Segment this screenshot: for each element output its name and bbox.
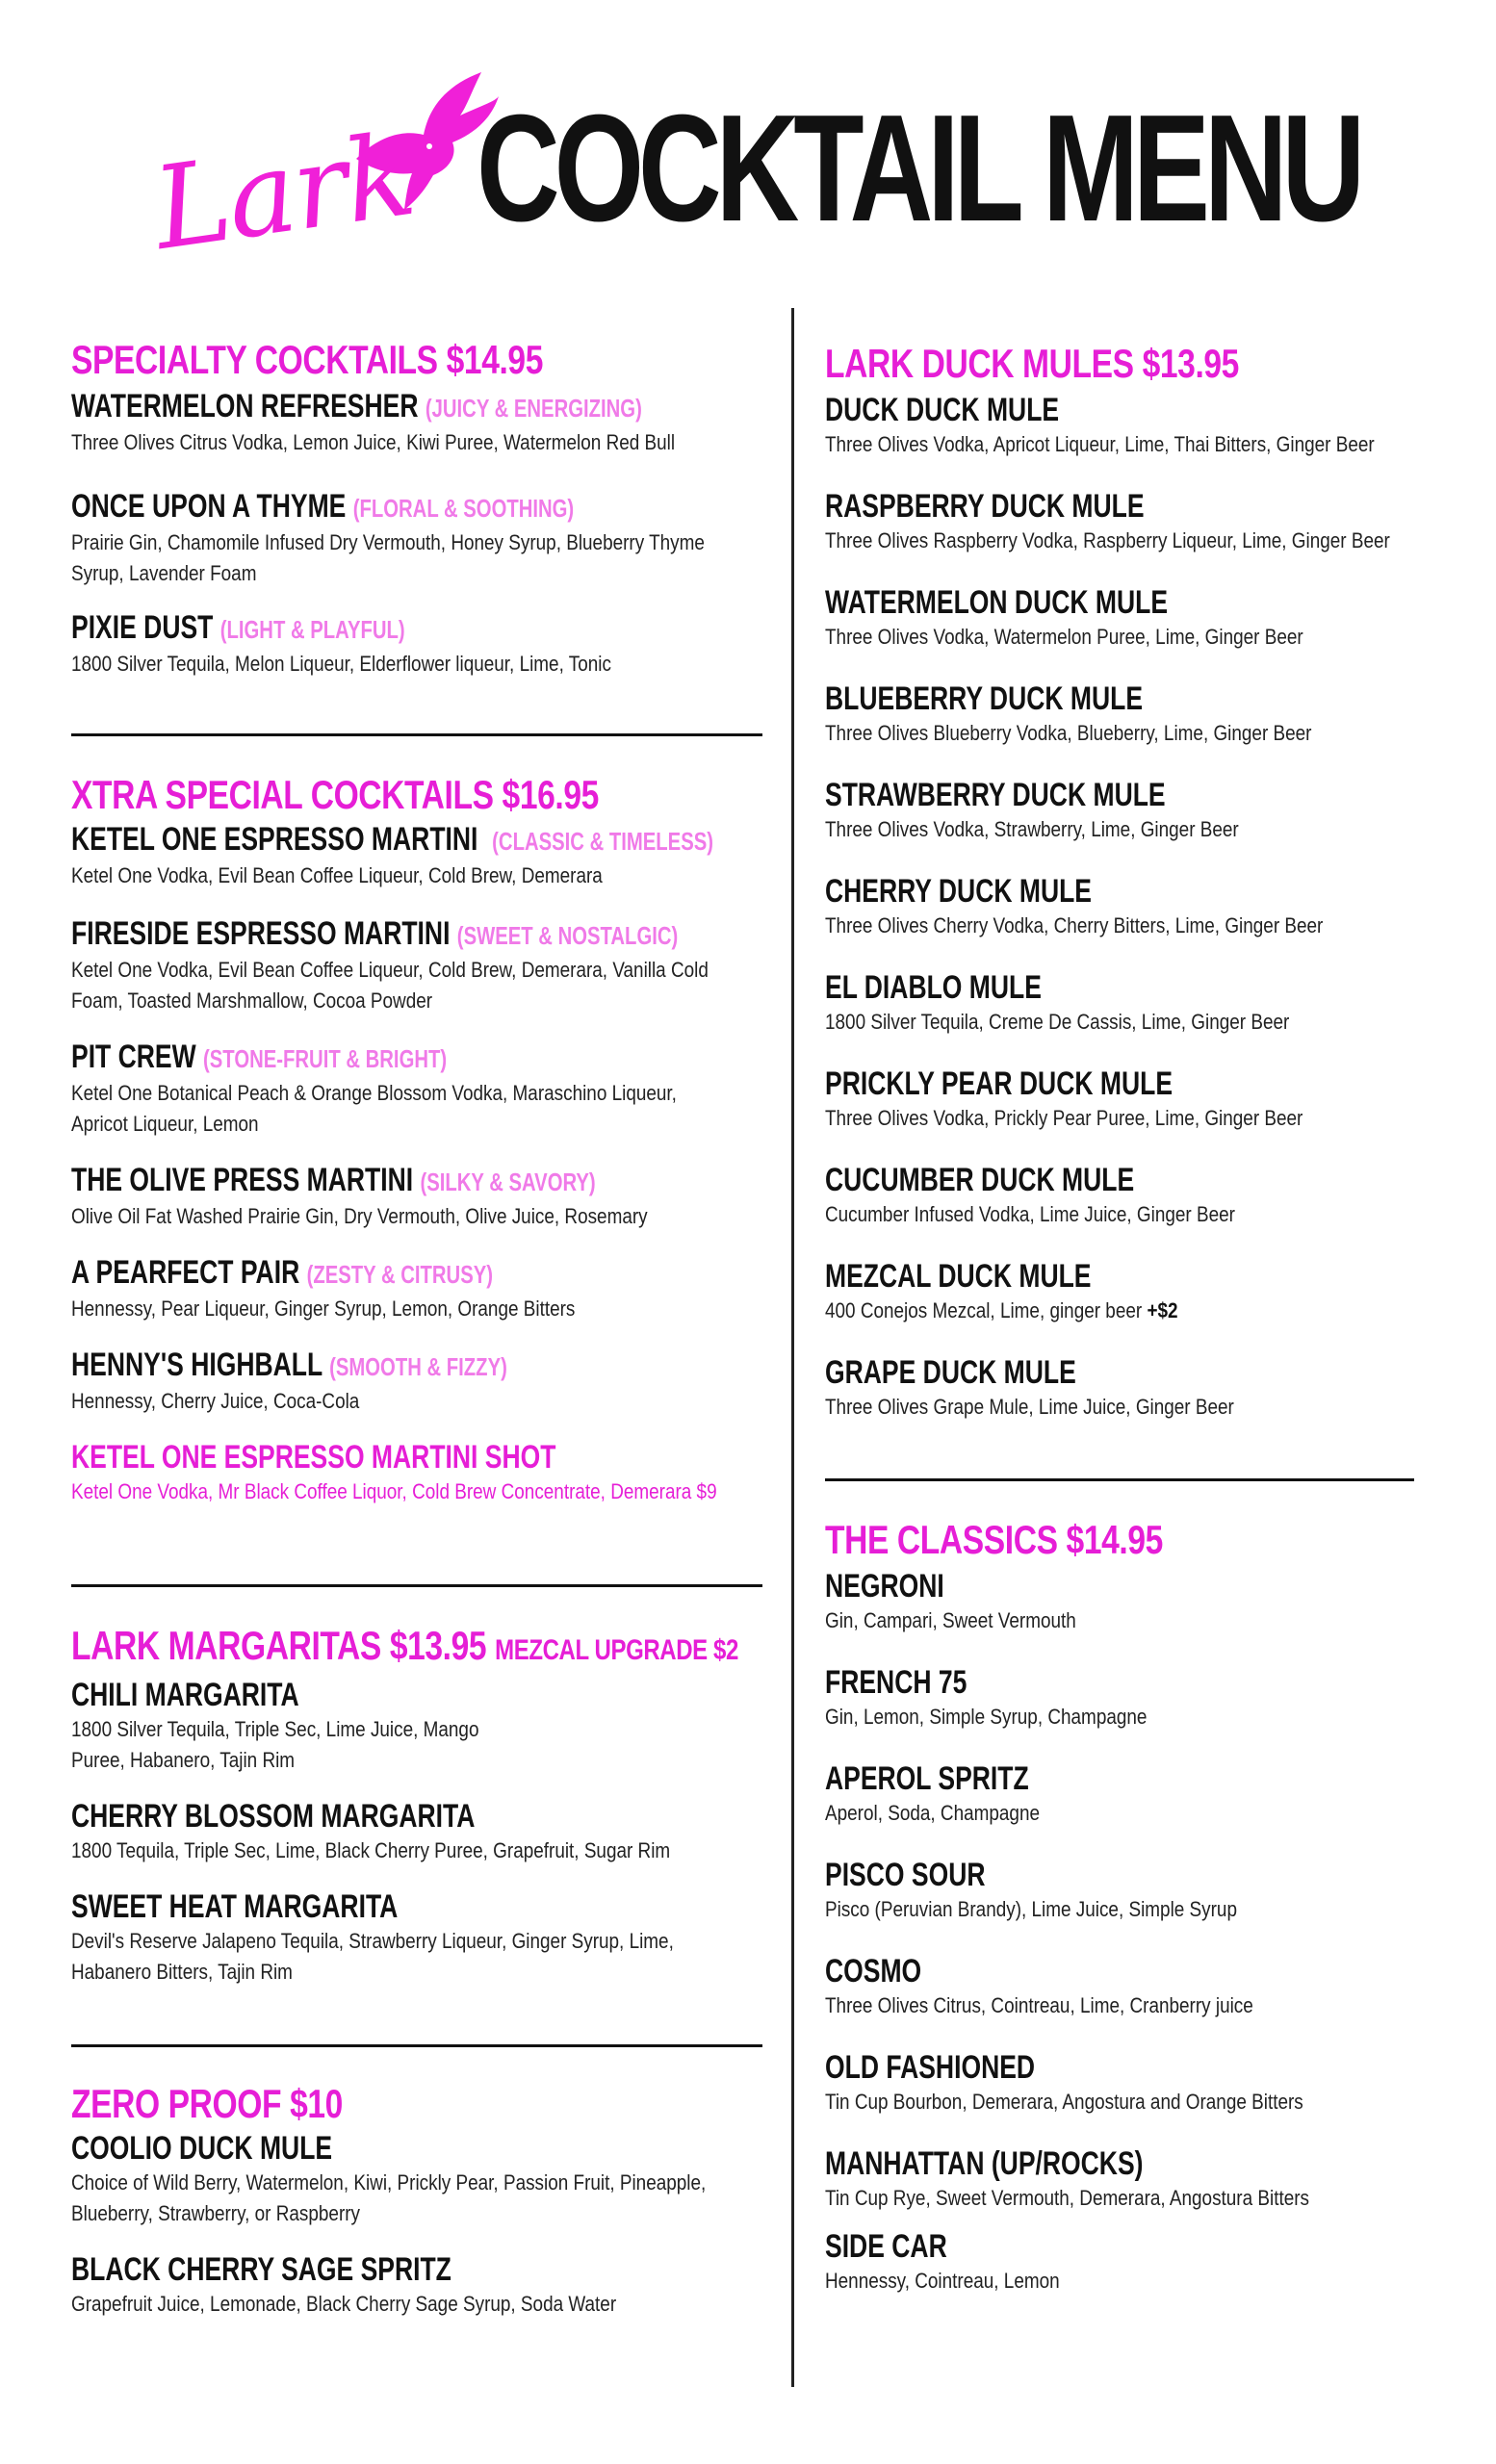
item-name: CHERRY BLOSSOM MARGARITA [71, 1798, 476, 1835]
item-description: Devil's Reserve Jalapeno Tequila, Strawberry Liqueur, Ginger Syrup, Lime, Habanero Bitters, Tajin Rim [71, 1929, 674, 1984]
item-name: APEROL SPRITZ [825, 1760, 1029, 1797]
item-name: PIT CREW [71, 1039, 196, 1075]
item-description: Hennessy, Cointreau, Lemon [825, 2269, 1060, 2293]
item-description: Tin Cup Bourbon, Demerara, Angostura and Orange Bitters [825, 2090, 1303, 2114]
item-tag: (SMOOTH & FIZZY) [329, 1352, 507, 1381]
section-title: LARK MARGARITAS $13.95 [71, 1623, 487, 1668]
item-name: BLACK CHERRY SAGE SPRITZ [71, 2251, 451, 2288]
item-description: Three Olives Cherry Vodka, Cherry Bitters, Lime, Ginger Beer [825, 913, 1324, 937]
section-classics [825, 1517, 1422, 2297]
item-name: CUCUMBER DUCK MULE [825, 1162, 1135, 1198]
menu-item [71, 1887, 764, 1988]
item-tag: (JUICY & ENERGIZING) [425, 394, 642, 423]
item-name: ONCE UPON A THYME [71, 488, 347, 525]
menu-item [825, 776, 1422, 845]
item-name: BLUEBERRY DUCK MULE [825, 680, 1144, 717]
section-xtra-special [71, 772, 764, 1507]
menu-item [825, 1952, 1422, 2021]
column-divider [791, 308, 794, 2387]
menu-item [825, 680, 1422, 749]
item-name: CHERRY DUCK MULE [825, 873, 1092, 910]
menu-item [825, 2227, 1422, 2297]
menu-item [825, 1856, 1422, 1925]
section-divider [825, 1478, 1414, 1481]
item-tag: (ZESTY & CITRUSY) [306, 1260, 494, 1289]
menu-item [825, 1353, 1422, 1423]
menu-item [71, 1346, 764, 1417]
item-name: A PEARFECT PAIR [71, 1254, 300, 1291]
item-name: EL DIABLO MULE [825, 969, 1042, 1006]
item-description: 1800 Silver Tequila, Triple Sec, Lime Juice, Mango Puree, Habanero, Tajin Rim [71, 1717, 479, 1772]
item-name: KETEL ONE ESPRESSO MARTINI [71, 821, 478, 858]
item-description: Aperol, Soda, Champagne [825, 1801, 1040, 1825]
item-description: Cucumber Infused Vodka, Lime Juice, Ginger Beer [825, 1202, 1235, 1226]
menu-item [825, 1257, 1422, 1326]
menu-item [71, 1038, 764, 1140]
item-description: Ketel One Vodka, Evil Bean Coffee Liqueur, Cold Brew, Demerara [71, 863, 603, 887]
item-tag: (CLASSIC & TIMELESS) [492, 827, 714, 856]
item-name: WATERMELON REFRESHER [71, 388, 419, 424]
item-description: Tin Cup Rye, Sweet Vermouth, Demerara, Angostura Bitters [825, 2186, 1310, 2210]
section-title: THE CLASSICS $14.95 [825, 1517, 1163, 1562]
item-description: Three Olives Vodka, Watermelon Puree, Lime, Ginger Beer [825, 625, 1303, 649]
menu-item [71, 820, 764, 891]
menu-item [71, 387, 764, 458]
item-description: Gin, Lemon, Simple Syrup, Champagne [825, 1705, 1148, 1729]
section-title: XTRA SPECIAL COCKTAILS $16.95 [71, 772, 599, 817]
menu-item [825, 583, 1422, 653]
item-name: SWEET HEAT MARGARITA [71, 1888, 399, 1925]
menu-header [0, 0, 1496, 308]
section-divider [71, 2044, 762, 2047]
item-description: Three Olives Vodka, Apricot Liqueur, Lime, Thai Bitters, Ginger Beer [825, 432, 1375, 456]
item-name: MANHATTAN (UP/ROCKS) [825, 2145, 1144, 2182]
item-description: Three Olives Vodka, Strawberry, Lime, Ginger Beer [825, 817, 1239, 841]
menu-item [71, 2129, 764, 2229]
item-description: Three Olives Vodka, Prickly Pear Puree, Lime, Ginger Beer [825, 1106, 1303, 1130]
item-name: PIXIE DUST [71, 609, 214, 646]
item-description: Three Olives Grape Mule, Lime Juice, Ginger Beer [825, 1395, 1234, 1419]
menu-item [825, 2048, 1422, 2118]
item-description: Three Olives Citrus, Cointreau, Lime, Cranberry juice [825, 1993, 1253, 2017]
item-description: Hennessy, Cherry Juice, Coca-Cola [71, 1389, 360, 1413]
item-name: STRAWBERRY DUCK MULE [825, 777, 1166, 813]
item-name: CHILI MARGARITA [71, 1677, 299, 1713]
item-name: RASPBERRY DUCK MULE [825, 488, 1145, 525]
section-title: LARK DUCK MULES $13.95 [825, 341, 1239, 386]
menu-item [71, 487, 764, 589]
item-description: 1800 Silver Tequila, Melon Liqueur, Elderflower liqueur, Lime, Tonic [71, 652, 611, 676]
item-name: DUCK DUCK MULE [825, 392, 1060, 428]
menu-item [825, 1065, 1422, 1134]
item-tag: (SWEET & NOSTALGIC) [456, 921, 679, 950]
section-specialty [71, 337, 764, 680]
section-divider [71, 733, 762, 736]
section-title: SPECIALTY COCKTAILS $14.95 [71, 337, 543, 382]
menu-item [825, 391, 1422, 460]
lark-logo [135, 77, 481, 289]
menu-item [825, 1161, 1422, 1230]
item-description: Three Olives Blueberry Vodka, Blueberry, Lime, Ginger Beer [825, 721, 1312, 745]
menu-item [71, 1676, 764, 1776]
item-description: Three Olives Raspberry Vodka, Raspberry Liqueur, Lime, Ginger Beer [825, 528, 1390, 552]
item-description: Ketel One Vodka, Mr Black Coffee Liquor, Cold Brew Concentrate, Demerara $9 [71, 1479, 717, 1503]
item-name: HENNY'S HIGHBALL [71, 1347, 322, 1383]
section-title: ZERO PROOF $10 [71, 2081, 343, 2126]
item-name: NEGRONI [825, 1568, 944, 1604]
item-description: Grapefruit Juice, Lemonade, Black Cherry Sage Syrup, Soda Water [71, 2292, 617, 2316]
menu-item [71, 914, 764, 1016]
upcharge: +$2 [1147, 1298, 1178, 1322]
item-description: Ketel One Vodka, Evil Bean Coffee Liqueur, Cold Brew, Demerara, Vanilla Cold Foam, Toasted Marshmallow, Cocoa Powder [71, 958, 709, 1013]
item-name: FRENCH 75 [825, 1664, 967, 1701]
menu-item [825, 2144, 1422, 2214]
item-name: PRICKLY PEAR DUCK MULE [825, 1065, 1174, 1102]
item-name: GRAPE DUCK MULE [825, 1354, 1076, 1391]
menu-item [825, 487, 1422, 556]
item-name: COSMO [825, 1953, 922, 1989]
item-name: THE OLIVE PRESS MARTINI [71, 1162, 414, 1198]
item-name: SIDE CAR [825, 2228, 947, 2265]
item-tag: (LIGHT & PLAYFUL) [219, 615, 405, 644]
item-description: Gin, Campari, Sweet Vermouth [825, 1608, 1076, 1632]
section-margaritas [71, 1623, 764, 1988]
item-description: Three Olives Citrus Vodka, Lemon Juice, Kiwi Puree, Watermelon Red Bull [71, 430, 676, 454]
item-description: Olive Oil Fat Washed Prairie Gin, Dry Vermouth, Olive Juice, Rosemary [71, 1204, 648, 1228]
menu-item [825, 1759, 1422, 1829]
logo-wordmark: Lark [145, 107, 421, 276]
menu-item [71, 1161, 764, 1232]
menu-item [71, 2250, 764, 2320]
section-divider [71, 1584, 762, 1587]
item-tag: (STONE-FRUIT & BRIGHT) [203, 1044, 448, 1073]
item-name: PISCO SOUR [825, 1857, 986, 1893]
item-name: MEZCAL DUCK MULE [825, 1258, 1092, 1295]
item-tag: (SILKY & SAVORY) [420, 1168, 596, 1196]
item-name: COOLIO DUCK MULE [71, 2130, 333, 2167]
page-title: COCKTAIL MENU [477, 84, 1360, 253]
item-name: OLD FASHIONED [825, 2049, 1036, 2086]
menu-item [825, 1567, 1422, 1636]
item-name: FIRESIDE ESPRESSO MARTINI [71, 915, 451, 952]
item-description: Pisco (Peruvian Brandy), Lime Juice, Simple Syrup [825, 1897, 1237, 1921]
item-description: 1800 Tequila, Triple Sec, Lime, Black Cherry Puree, Grapefruit, Sugar Rim [71, 1838, 671, 1862]
item-description: 1800 Silver Tequila, Creme De Cassis, Lime, Ginger Beer [825, 1010, 1290, 1034]
section-duck-mules [825, 341, 1422, 1423]
item-description: Hennessy, Pear Liqueur, Ginger Syrup, Lemon, Orange Bitters [71, 1296, 576, 1321]
menu-item [825, 1663, 1422, 1732]
menu-item [825, 872, 1422, 941]
item-name: WATERMELON DUCK MULE [825, 584, 1169, 621]
item-description: Prairie Gin, Chamomile Infused Dry Vermouth, Honey Syrup, Blueberry Thyme Syrup, Lavender Foam [71, 530, 705, 585]
item-description: Choice of Wild Berry, Watermelon, Kiwi, Prickly Pear, Passion Fruit, Pineapple, Blueberry, Strawberry, or Raspberry [71, 2170, 707, 2225]
section-zero-proof [71, 2081, 764, 2320]
item-description: Ketel One Botanical Peach & Orange Blossom Vodka, Maraschino Liqueur, Apricot Liqueur, Lemon [71, 1081, 677, 1136]
menu-item [71, 1253, 764, 1324]
item-description: 400 Conejos Mezcal, Lime, ginger beer [825, 1298, 1143, 1322]
item-tag: (FLORAL & SOOTHING) [352, 494, 575, 523]
menu-item [825, 968, 1422, 1038]
menu-item [71, 1797, 764, 1866]
item-name: KETEL ONE ESPRESSO MARTINI SHOT [71, 1439, 556, 1476]
menu-item [71, 608, 764, 680]
menu-item [71, 1438, 764, 1507]
section-title-extra: MEZCAL UPGRADE $2 [495, 1634, 738, 1666]
